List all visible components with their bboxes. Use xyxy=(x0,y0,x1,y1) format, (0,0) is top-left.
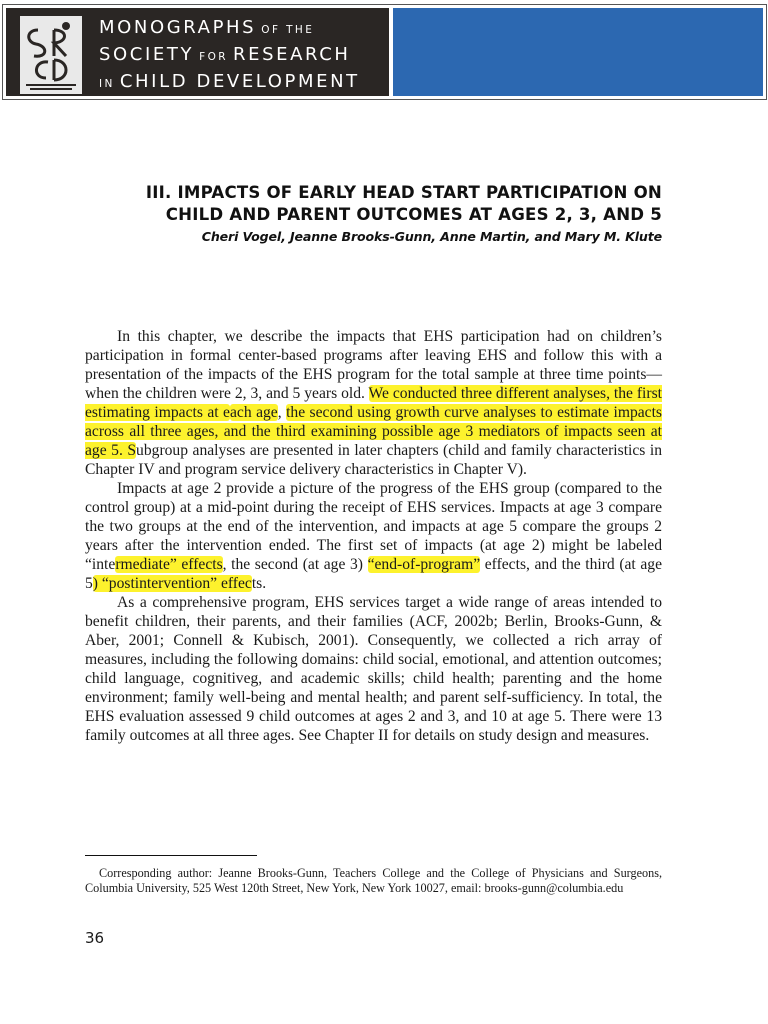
text-run: ubgroup analyses are presented in later chapters (child and family characteristics in Chapter IV and program service delivery characteristics in Chapter V). xyxy=(85,442,662,478)
journal-title-line-1 xyxy=(99,14,360,41)
banner-dark-panel xyxy=(6,8,389,96)
chapter-title-line-1: III. IMPACTS OF EARLY HEAD START PARTICIPATION ON xyxy=(145,183,662,202)
text-run: , the second (at age 3) xyxy=(222,556,368,573)
text-run: effects, and the third (at age 5 xyxy=(85,556,662,592)
chapter-body xyxy=(85,327,662,745)
highlighted-text: ach age xyxy=(229,404,278,421)
paragraph-3: As a comprehensive program, EHS services target a wide range of areas intended to benefit children, their parents, and their families (ACF, 2002b; Berlin, Brooks-Gunn, & Aber, 2001; Connell & Kubisch, 2001). Consequently, we collected a rich array of measures, including the following domains: child social, emotional, and attention outcomes; child language, cognitiveg, and academic skills; child health; parenting and the home environment; family well-being and mental health; and parent self-sufficiency. In total, the EHS evaluation assessed 9 child outcomes at ages 2 and 3, and 10 at age 5. There were 13 family outcomes at all three ages. See Chapter II for details on study design and measures. xyxy=(85,594,662,744)
highlighted-text: “end-of-program” xyxy=(367,556,481,573)
page-number: 36 xyxy=(85,929,105,947)
text-run: , xyxy=(277,404,287,421)
paragraph-1 xyxy=(85,327,662,479)
title-word-small: IN xyxy=(99,78,115,90)
title-word: CHILD DEVELOPMENT xyxy=(119,71,360,92)
chapter-title-line-2: CHILD AND PARENT OUTCOMES AT AGES 2, 3, AND 5 xyxy=(165,205,662,224)
highlighted-text: rmediate” effects xyxy=(115,556,223,573)
text-run: In this chapter, we describe the impacts that EHS participation had on children’s participation in formal center-based programs after leaving EHS and follow this with a presentation of the impacts of the EHS program for the total sample at three time points—when the children were 2, 3, and 5 years old. xyxy=(85,328,662,402)
title-word-small: FOR xyxy=(199,51,228,63)
srcd-logo xyxy=(20,16,82,94)
paragraph-2 xyxy=(85,479,662,593)
title-word-small: OF THE xyxy=(261,24,315,36)
journal-banner xyxy=(2,4,767,100)
chapter-authors: Cheri Vogel, Jeanne Brooks-Gunn, Anne Martin, and Mary M. Klute xyxy=(201,229,662,244)
journal-title xyxy=(99,14,360,95)
journal-title-line-2 xyxy=(99,41,360,68)
text-run: ts. xyxy=(251,575,267,592)
text-run: Impacts at age 2 provide a picture of the progress of the EHS group (compared to the control group) at a mid-point during the receipt of EHS services. Impacts at age 3 compare the two groups at the end of the intervention, and impacts at age 5 compare the groups 2 years after the intervention ended. The first set of impacts (at age 2) might be labeled “inte xyxy=(85,480,662,573)
highlighted-text: the second using growth curve analyses to estimate impacts across all three ages, and the third examining possible age 3 mediators of impacts seen at age 5. S xyxy=(85,404,662,459)
footnote-divider xyxy=(85,855,257,856)
highlighted-text: We conducted three different analyses, the first estimating impacts at e xyxy=(85,385,662,421)
chapter-title xyxy=(62,182,662,226)
highlighted-text: ) “postintervention” effec xyxy=(92,575,252,592)
title-word: RESEARCH xyxy=(233,44,351,65)
srcd-logo-mark xyxy=(20,16,82,94)
title-word: SOCIETY xyxy=(99,44,195,65)
banner-blue-panel xyxy=(393,8,763,96)
footnote: Corresponding author: Jeanne Brooks-Gunn, Teachers College and the College of Physicians and Surgeons, Columbia University, 525 West 120th Street, New York, New York 10027, email: brooks-gunn@columbia.edu xyxy=(85,866,662,895)
journal-title-line-3 xyxy=(99,68,360,95)
title-word: MONOGRAPHS xyxy=(99,17,257,38)
